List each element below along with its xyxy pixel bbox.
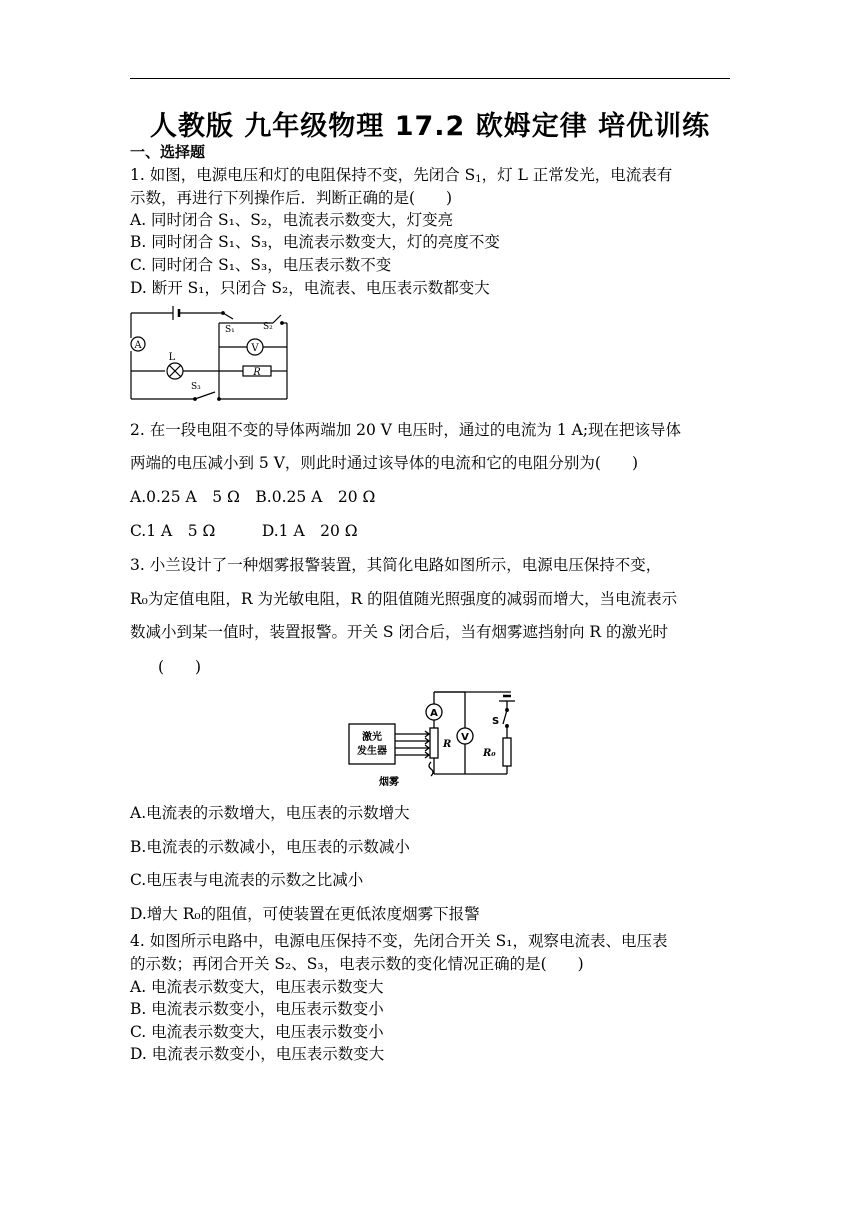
q1-stem-line2: 示数，再进行下列操作后．判断正确的是( ) bbox=[130, 189, 453, 207]
q1-circuit-diagram bbox=[125, 303, 295, 403]
q3-smoke-label: 烟雾 bbox=[379, 777, 399, 788]
q4-option-d: D. 电流表示数变小，电压表示数变大 bbox=[130, 1045, 385, 1063]
q3-answer-blank: ( ) bbox=[158, 658, 202, 676]
q1-voltmeter-label: V bbox=[251, 343, 259, 354]
q3-stem-line3: 数减小到某一值时，装置报警。开关 S 闭合后，当有烟雾遮挡射向 R 的激光时 bbox=[130, 623, 668, 641]
q3-laser-label-line1: 激光 bbox=[362, 732, 382, 743]
q1-option-c: C. 同时闭合 S₁、S₃，电压表示数不变 bbox=[130, 256, 392, 274]
q1-s2-label: S₂ bbox=[263, 322, 273, 332]
q1-s1-label: S₁ bbox=[225, 325, 235, 335]
q1-stem-line1: 1. 如图，电源电压和灯的电阻保持不变，先闭合 $S_1$，灯 L 正常发光，电流表有 bbox=[130, 166, 673, 185]
q3-option-a: A.电流表的示数增大，电压表的示数增大 bbox=[130, 804, 410, 822]
q3-switch-label: S bbox=[492, 716, 500, 727]
q3-stem-line2: R₀为定值电阻，R 为光敏电阻，R 的阻值随光照强度的减弱而增大，当电流表示 bbox=[130, 590, 678, 608]
q2-options-ab: A.0.25 A 5 Ω B.0.25 A 20 Ω bbox=[130, 488, 376, 506]
q4-option-b: B. 电流表示数变小，电压表示数变小 bbox=[130, 1000, 384, 1018]
q4-stem-line1: 4. 如图所示电路中，电源电压保持不变，先闭合开关 S₁，观察电流表、电压表 bbox=[130, 932, 668, 950]
q4-stem-line2: 的示数；再闭合开关 S₂、S₃，电表示数的变化情况正确的是( ) bbox=[130, 955, 584, 973]
q1-s3-label: S₃ bbox=[191, 382, 201, 392]
q2-options-cd: C.1 A 5 Ω D.1 A 20 Ω bbox=[130, 522, 358, 540]
q4-option-a: A. 电流表示数变大，电压表示数变大 bbox=[130, 978, 384, 996]
q2-stem-line1: 2. 在一段电阻不变的导体两端加 20 V 电压时，通过的电流为 1 A;现在把该导体 bbox=[130, 421, 682, 439]
q3-ammeter-label: A bbox=[430, 708, 438, 719]
q1-lamp-label: L bbox=[168, 352, 176, 363]
q3-option-b: B.电流表的示数减小，电压表的示数减小 bbox=[130, 838, 410, 856]
q3-voltmeter-label: V bbox=[461, 732, 469, 743]
section-heading: 一、选择题 bbox=[130, 143, 206, 161]
q1-option-b: B. 同时闭合 S₁、S₃，电流表示数变大，灯的亮度不变 bbox=[130, 233, 500, 251]
q3-stem-line1: 3. 小兰设计了一种烟雾报警装置，其简化电路如图所示，电源电压保持不变， bbox=[130, 556, 662, 574]
q1-resistor-label: R bbox=[253, 367, 261, 378]
q3-option-d: D.增大 R₀的阻值，可使装置在更低浓度烟雾下报警 bbox=[130, 905, 480, 923]
q1-option-d: D. 断开 S₁，只闭合 S₂，电流表、电压表示数都变大 bbox=[130, 279, 490, 297]
q3-circuit-diagram bbox=[345, 688, 520, 790]
q3-laser-label-line2: 发生器 bbox=[357, 746, 387, 757]
q2-stem-line2: 两端的电压减小到 5 V，则此时通过该导体的电流和它的电阻分别为( ) bbox=[130, 454, 639, 472]
q1-option-a: A. 同时闭合 S₁、S₂，电流表示数变大，灯变亮 bbox=[130, 211, 454, 229]
q4-option-c: C. 电流表示数变大，电压表示数变小 bbox=[130, 1023, 384, 1041]
q1-ammeter-label: A bbox=[134, 340, 142, 351]
q3-r0-label: R₀ bbox=[483, 748, 496, 759]
page-title: 人教版 九年级物理 17.2 欧姆定律 培优训练 bbox=[149, 111, 711, 142]
header-rule bbox=[130, 78, 730, 79]
q3-r-label: R bbox=[443, 739, 452, 750]
q3-option-c: C.电压表与电流表的示数之比减小 bbox=[130, 871, 364, 889]
